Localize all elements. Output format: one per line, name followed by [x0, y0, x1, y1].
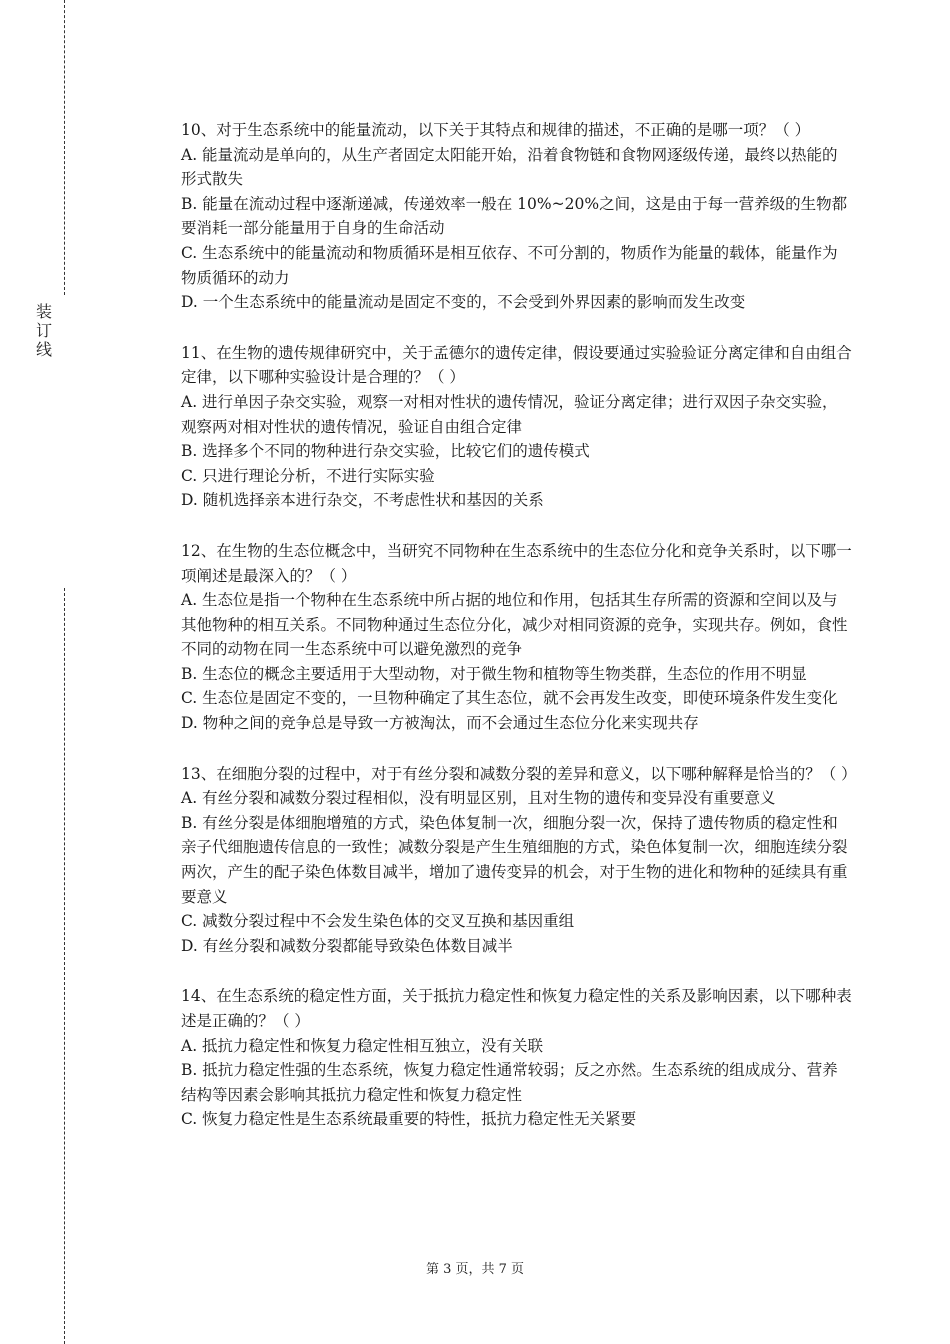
question-list	[181, 118, 857, 1158]
binding-line-top	[64, 0, 65, 295]
question-13	[181, 762, 857, 959]
binding-char: 装	[35, 302, 52, 321]
option-b: B. 抵抗力稳定性强的生态系统，恢复力稳定性通常较弱；反之亦然。生态系统的组成成分、营养结构等因素会影响其抵抗力稳定性和恢复力稳定性	[181, 1061, 838, 1104]
option-d: D. 随机选择亲本进行杂交，不考虑性状和基因的关系	[181, 491, 544, 510]
option-a: A. 能量流动是单向的，从生产者固定太阳能开始，沿着食物链和食物网逐级传递，最终以热能的形式散失	[181, 145, 838, 189]
binding-char: 订	[35, 321, 52, 340]
option-a: A. 进行单因子杂交实验，观察一对相对性状的遗传情况，验证分离定律；进行双因子杂交实验，观察两对相对性状的遗传情况，验证自由组合定律	[181, 392, 838, 436]
page-number: 第 3 页，共 7 页	[425, 1262, 525, 1277]
option-c: C. 生态系统中的能量流动和物质循环是相互依存、不可分割的，物质作为能量的载体，能量作为物质循环的动力	[181, 243, 838, 287]
option-a: A. 有丝分裂和减数分裂过程相似，没有明显区别，且对生物的遗传和变异没有重要意义	[181, 789, 776, 808]
option-d: D. 有丝分裂和减数分裂都能导致染色体数目减半	[181, 936, 513, 955]
option-c: C. 只进行理论分析，不进行实际实验	[181, 466, 435, 485]
question-11	[181, 341, 853, 513]
question-stem: 12、在生物的生态位概念中，当研究不同物种在生态系统中的生态位分化和竞争关系时，以下哪一项阐述是最深入的？（ ）	[181, 541, 852, 585]
option-b: B. 有丝分裂是体细胞增殖的方式，染色体复制一次，细胞分裂一次，保持了遗传物质的稳定性和亲子代细胞遗传信息的一致性；减数分裂是产生生殖细胞的方式，染色体复制一次，细胞连续分裂两次，产生的配子染色体数目减半，增加了遗传变异的机会，对于生物的进化和物种的延续具有重要意义	[181, 813, 848, 906]
option-c: C. 减数分裂过程中不会发生染色体的交叉互换和基因重组	[181, 912, 575, 931]
option-b: B. 生态位的概念主要适用于大型动物，对于微生物和植物等生物类群，生态位的作用不明显	[181, 664, 807, 683]
binding-char: 线	[35, 340, 52, 359]
question-10	[181, 118, 853, 315]
question-12	[181, 539, 853, 736]
option-b: B. 能量在流动过程中逐渐递减，传递效率一般在 10%~20%之间，这是由于每一营养级的生物都要消耗一部分能量用于自身的生命活动	[181, 194, 848, 238]
option-b: B. 选择多个不同的物种进行杂交实验，比较它们的遗传模式	[181, 442, 590, 461]
question-stem: 13、在细胞分裂的过程中，对于有丝分裂和减数分裂的差异和意义，以下哪种解释是恰当的？（ ）	[181, 764, 857, 783]
question-stem: 14、在生态系统的稳定性方面，关于抵抗力稳定性和恢复力稳定性的关系及影响因素，以下哪种表述是正确的？（ ）	[181, 987, 852, 1030]
option-c: C. 生态位是固定不变的，一旦物种确定了其生态位，就不会再发生改变，即使环境条件发生变化	[181, 689, 838, 708]
question-stem: 11、在生物的遗传规律研究中，关于孟德尔的遗传定律，假设要通过实验验证分离定律和自由组合定律，以下哪种实验设计是合理的？（ ）	[181, 343, 852, 387]
binding-label	[34, 302, 54, 359]
option-a: A. 生态位是指一个物种在生态系统中所占据的地位和作用，包括其生存所需的资源和空间以及与其他物种的相互关系。不同物种通过生态位分化，减少对相同资源的竞争，实现共存。例如，食性不同的动物在同一生态系统中可以避免激烈的竞争	[181, 591, 848, 659]
binding-line-bottom	[64, 588, 65, 1344]
question-14	[181, 984, 853, 1132]
question-stem: 10、对于生态系统中的能量流动，以下关于其特点和规律的描述，不正确的是哪一项？（ ）	[181, 121, 811, 139]
option-d: D. 物种之间的竞争总是导致一方被淘汰，而不会通过生态位分化来实现共存	[181, 714, 699, 733]
option-c: C. 恢复力稳定性是生态系统最重要的特性，抵抗力稳定性无关紧要	[181, 1110, 637, 1129]
option-d: D. 一个生态系统中的能量流动是固定不变的，不会受到外界因素的影响而发生改变	[181, 293, 746, 312]
option-a: A. 抵抗力稳定性和恢复力稳定性相互独立，没有关联	[181, 1036, 544, 1055]
